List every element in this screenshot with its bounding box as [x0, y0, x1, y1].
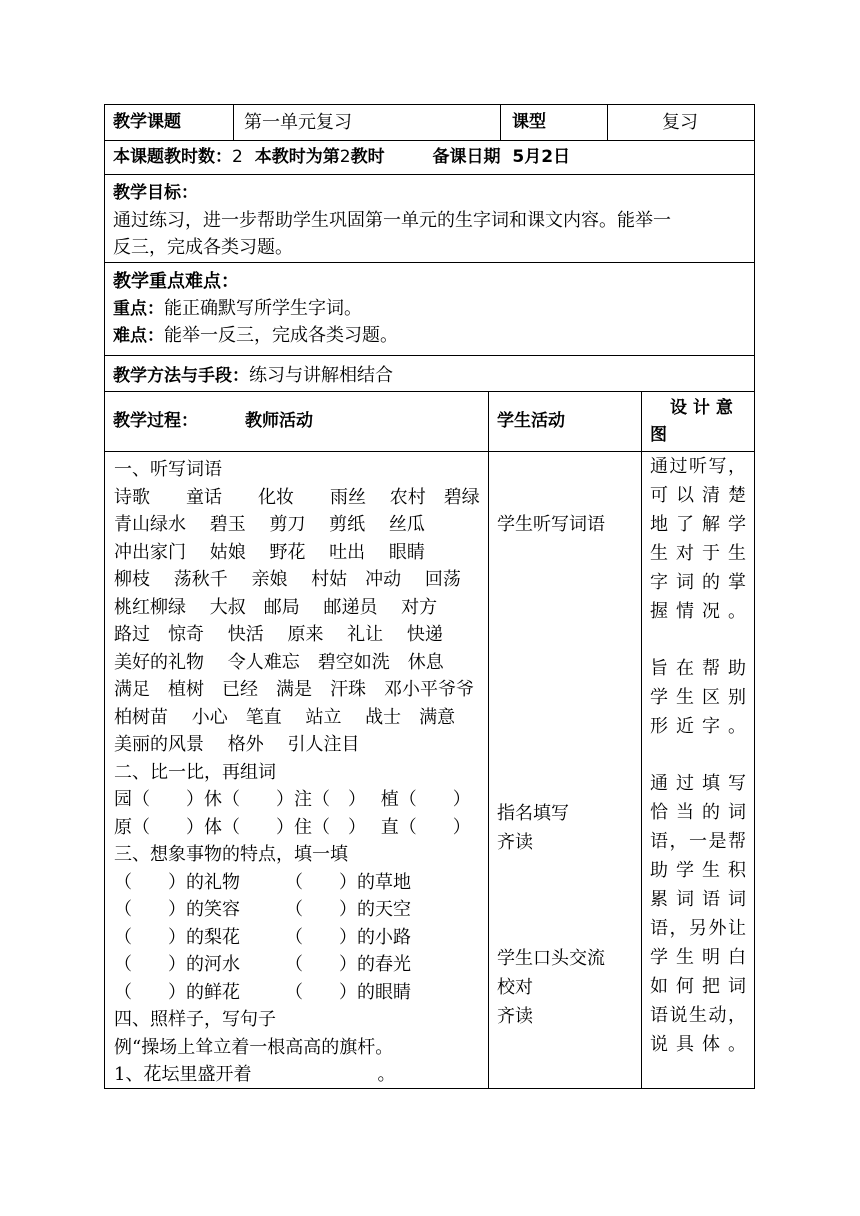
student-note: 齐读 [497, 832, 533, 853]
hard-label: 难点： [113, 326, 164, 346]
design-intent-line: 语，另外让 [650, 918, 746, 939]
teacher-line: 美丽的风景 格外 引人注目 [114, 734, 360, 755]
teacher-line: （ ）的鲜花 （ ）的眼睛 [114, 981, 411, 1003]
design-intent-line: 可以清楚 [650, 485, 746, 506]
key-text: 能正确默写所学生字词。 [164, 298, 362, 319]
design-intent-line: 通过听写， [650, 456, 746, 477]
table-rule [104, 174, 755, 175]
design-intent-line: 形近字。 [650, 716, 746, 737]
lesson-type-label: 课型 [512, 112, 546, 132]
table-rule [104, 451, 755, 452]
teacher-line: 美好的礼物 令人难忘 碧空如洗 休息 [114, 651, 444, 673]
schedule-line [113, 144, 570, 172]
table-rule [500, 104, 501, 140]
teacher-line: （ ）的礼物 （ ）的草地 [114, 871, 411, 893]
design-intent-line: 累词语词 [650, 889, 746, 910]
teacher-line: 诗歌 童话 化妆 雨丝 农村 碧绿 [114, 486, 480, 508]
lesson-type-value: 复习 [662, 112, 698, 133]
goals-heading: 教学目标： [113, 183, 198, 203]
hard-text: 能举一反三，完成各类习题。 [164, 325, 398, 346]
table-rule [641, 391, 642, 1089]
teacher-line: 二、比一比，再组词 [114, 761, 276, 783]
process-label: 教学过程： [113, 411, 198, 431]
teacher-line: 路过 惊奇 快活 原来 礼让 快递 [114, 624, 443, 645]
answer-blank[interactable] [251, 1070, 377, 1089]
design-intent-line: 学生区别 [650, 687, 746, 708]
design-intent-line: 学生明白 [650, 947, 746, 968]
design-intent-line: 地了解学 [650, 514, 746, 535]
current-label: 本教时为第 [254, 147, 340, 167]
table-rule [233, 104, 234, 140]
teacher-line: 例“操场上耸立着一根高高的旗杆。 [114, 1036, 394, 1058]
hours-value: 2 [232, 147, 243, 167]
student-note: 校对 [497, 977, 533, 998]
topic-label: 教学课题 [113, 112, 181, 132]
teacher-line: （ ）的河水 （ ）的春光 [114, 954, 411, 975]
hard-point-line [113, 322, 398, 351]
design-intent-line: 生对于生 [650, 543, 746, 564]
teacher-line [114, 1061, 395, 1089]
student-note: 学生口头交流 [497, 948, 605, 969]
date-value: 5月2日 [512, 147, 571, 167]
sentence-end: 。 [377, 1064, 396, 1085]
student-note: 齐读 [497, 1006, 533, 1027]
teacher-line: 冲出家门 姑娘 野花 吐出 眼睛 [114, 541, 425, 563]
teacher-line: 青山绿水 碧玉 剪刀 剪纸 丝瓜 [114, 514, 425, 535]
key-point-line [113, 295, 362, 324]
current-value: 2 [339, 147, 351, 167]
table-rule [104, 355, 755, 356]
method-line [113, 362, 393, 391]
design-intent-line: 恰当的词 [650, 802, 746, 823]
date-label: 备课日期 [432, 147, 501, 167]
table-rule [104, 262, 755, 263]
design-intent-line: 通过填写 [650, 773, 746, 794]
current-unit: 教时 [350, 147, 385, 167]
teacher-line: 满足 植树 已经 满是 汗珠 邓小平爷爷 [114, 679, 474, 700]
design-intent-line: 如何把词 [650, 976, 746, 997]
table-border-left [104, 104, 105, 1089]
teacher-line: 桃红柳绿 大叔 邮局 邮递员 对方 [114, 596, 438, 618]
table-rule [607, 104, 608, 140]
design-intent-heading-2: 图 [650, 425, 667, 445]
table-rule [488, 391, 489, 1089]
table-rule [104, 391, 755, 392]
sentence-prompt: 1、花坛里盛开着 [114, 1064, 252, 1085]
table-rule [104, 140, 755, 141]
student-note: 学生听写词语 [497, 514, 605, 535]
design-intent-line: 语，一是帮 [650, 831, 746, 852]
table-border-right [754, 104, 755, 1089]
method-label: 教学方法与手段： [113, 366, 249, 386]
teacher-line: 柳枝 荡秋千 亲娘 村姑 冲动 回荡 [114, 569, 461, 590]
topic-value: 第一单元复习 [244, 112, 352, 133]
key-label: 重点： [113, 299, 164, 319]
teacher-line: 一、听写词语 [114, 459, 222, 480]
design-intent-line: 旨在帮助 [650, 658, 746, 679]
goals-line: 通过练习，进一步帮助学生巩固第一单元的生字词和课文内容。能举一 [113, 210, 671, 231]
teacher-line: 园（ ）休（ ）注（ ） 植（ ） [114, 789, 471, 810]
method-text: 练习与讲解相结合 [249, 365, 393, 386]
teacher-activity-heading: 教师活动 [245, 411, 313, 431]
design-intent-line: 说具体。 [650, 1034, 746, 1055]
design-intent-line: 字词的掌 [650, 572, 746, 593]
teacher-line: （ ）的笑容 （ ）的天空 [114, 899, 411, 920]
design-intent-heading: 设 计 意 [670, 398, 733, 418]
hours-label: 本课题教时数： [113, 147, 232, 167]
teacher-line: 三、想象事物的特点，填一填 [114, 844, 348, 865]
teacher-line: （ ）的梨花 （ ）的小路 [114, 926, 411, 948]
goals-line: 反三，完成各类习题。 [113, 237, 293, 258]
design-intent-line: 助学生积 [650, 860, 746, 881]
table-border-top [104, 104, 755, 105]
design-intent-line: 语说生动， [650, 1005, 746, 1026]
key-points-heading: 教学重点难点： [113, 271, 239, 292]
teacher-line: 柏树苗 小心 笔直 站立 战士 满意 [114, 706, 456, 728]
teacher-line: 原（ ）体（ ）住（ ） 直（ ） [114, 816, 471, 838]
design-intent-line: 握情况。 [650, 601, 746, 622]
teacher-line: 四、照样子，写句子 [114, 1009, 276, 1030]
student-note: 指名填写 [497, 803, 569, 824]
student-activity-heading: 学生活动 [497, 411, 565, 431]
